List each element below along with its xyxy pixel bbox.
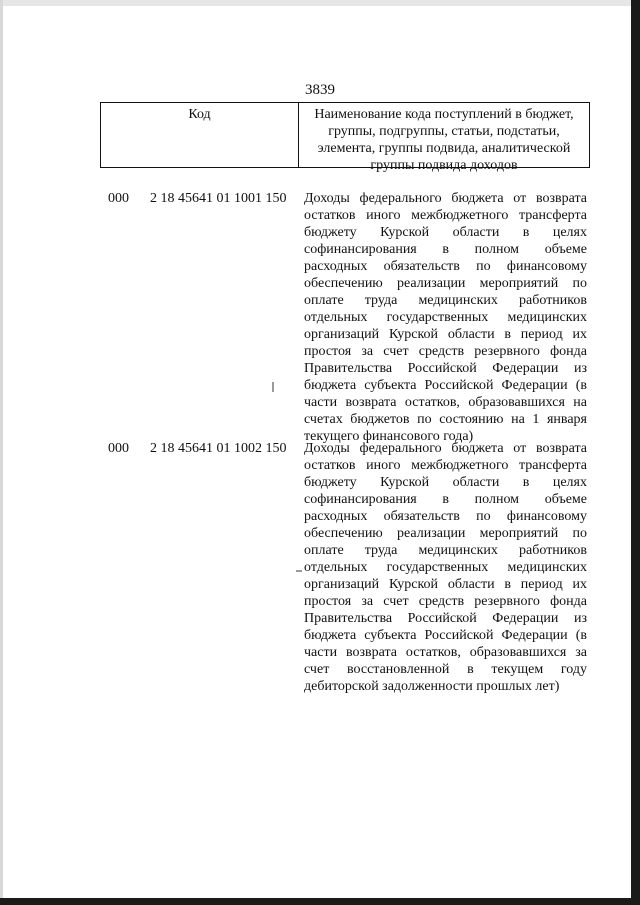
description-line: оплате труда медицинских работников: [304, 293, 587, 308]
description-line: софинансирования в полном объеме: [304, 492, 587, 507]
description-line: простоя за счет средств резервного фонда: [304, 594, 587, 609]
scan-edge-top: [0, 0, 640, 6]
description-line: Доходы федерального бюджета от возврата: [304, 441, 587, 456]
description-line: части возврата остатков, образовавшихся за: [304, 645, 587, 660]
description-line: дебиторской задолженности прошлых лет): [304, 679, 560, 694]
row-description: [304, 440, 587, 695]
row-description: [304, 190, 587, 445]
scan-edge-bottom: [0, 898, 640, 905]
description-line: бюджета субъекта Российской Федерации (в: [304, 628, 587, 643]
scan-speck: [272, 382, 274, 392]
description-line: Правительства Российской Федерации из: [304, 361, 587, 376]
description-line: оплате труда медицинских работников: [304, 543, 587, 558]
row-code: 2 18 45641 01 1002 150: [150, 441, 287, 456]
description-line: отдельных государственных медицинских: [304, 560, 587, 575]
description-line: части возврата остатков, образовавшихся на: [304, 395, 587, 410]
description-line: текущего финансового года): [304, 429, 474, 444]
scan-edge-left: [0, 0, 3, 905]
row-prefix: 000: [108, 191, 129, 206]
description-line: организаций Курской области в период их: [304, 577, 587, 592]
row-code: 2 18 45641 01 1001 150: [150, 191, 287, 206]
table-header: [100, 102, 590, 173]
scan-edge-right: [631, 0, 640, 905]
description-line: обеспечению реализации мероприятий по: [304, 526, 587, 541]
scan-speck: [296, 570, 302, 572]
description-line: организаций Курской области в период их: [304, 327, 587, 342]
description-line: счет восстановленной в текущем году: [304, 662, 587, 677]
description-line: счетах бюджетов по состоянию на 1 января: [304, 412, 587, 427]
row-prefix: 000: [108, 441, 129, 456]
header-code-label: Код: [101, 103, 299, 167]
description-line: Доходы федерального бюджета от возврата: [304, 191, 587, 206]
description-line: обеспечению реализации мероприятий по: [304, 276, 587, 291]
description-line: Правительства Российской Федерации из: [304, 611, 587, 626]
description-line: бюджета субъекта Российской Федерации (в: [304, 378, 587, 393]
description-line: расходных обязательств по финансовому: [304, 509, 587, 524]
description-line: бюджету Курской области в целях: [304, 475, 587, 490]
description-line: бюджету Курской области в целях: [304, 225, 587, 240]
description-line: отдельных государственных медицинских: [304, 310, 587, 325]
page-number: 3839: [305, 82, 335, 98]
description-line: остатков иного межбюджетного трансферта: [304, 208, 587, 223]
header-name-label: Наименование кода поступлений в бюджет, группы, подгруппы, статьи, подстатьи, элемента, группы подвида, аналитической группы подвида доходов: [314, 107, 574, 173]
description-line: простоя за счет средств резервного фонда: [304, 344, 587, 359]
description-line: расходных обязательств по финансовому: [304, 259, 587, 274]
description-line: софинансирования в полном объеме: [304, 242, 587, 257]
description-line: остатков иного межбюджетного трансферта: [304, 458, 587, 473]
